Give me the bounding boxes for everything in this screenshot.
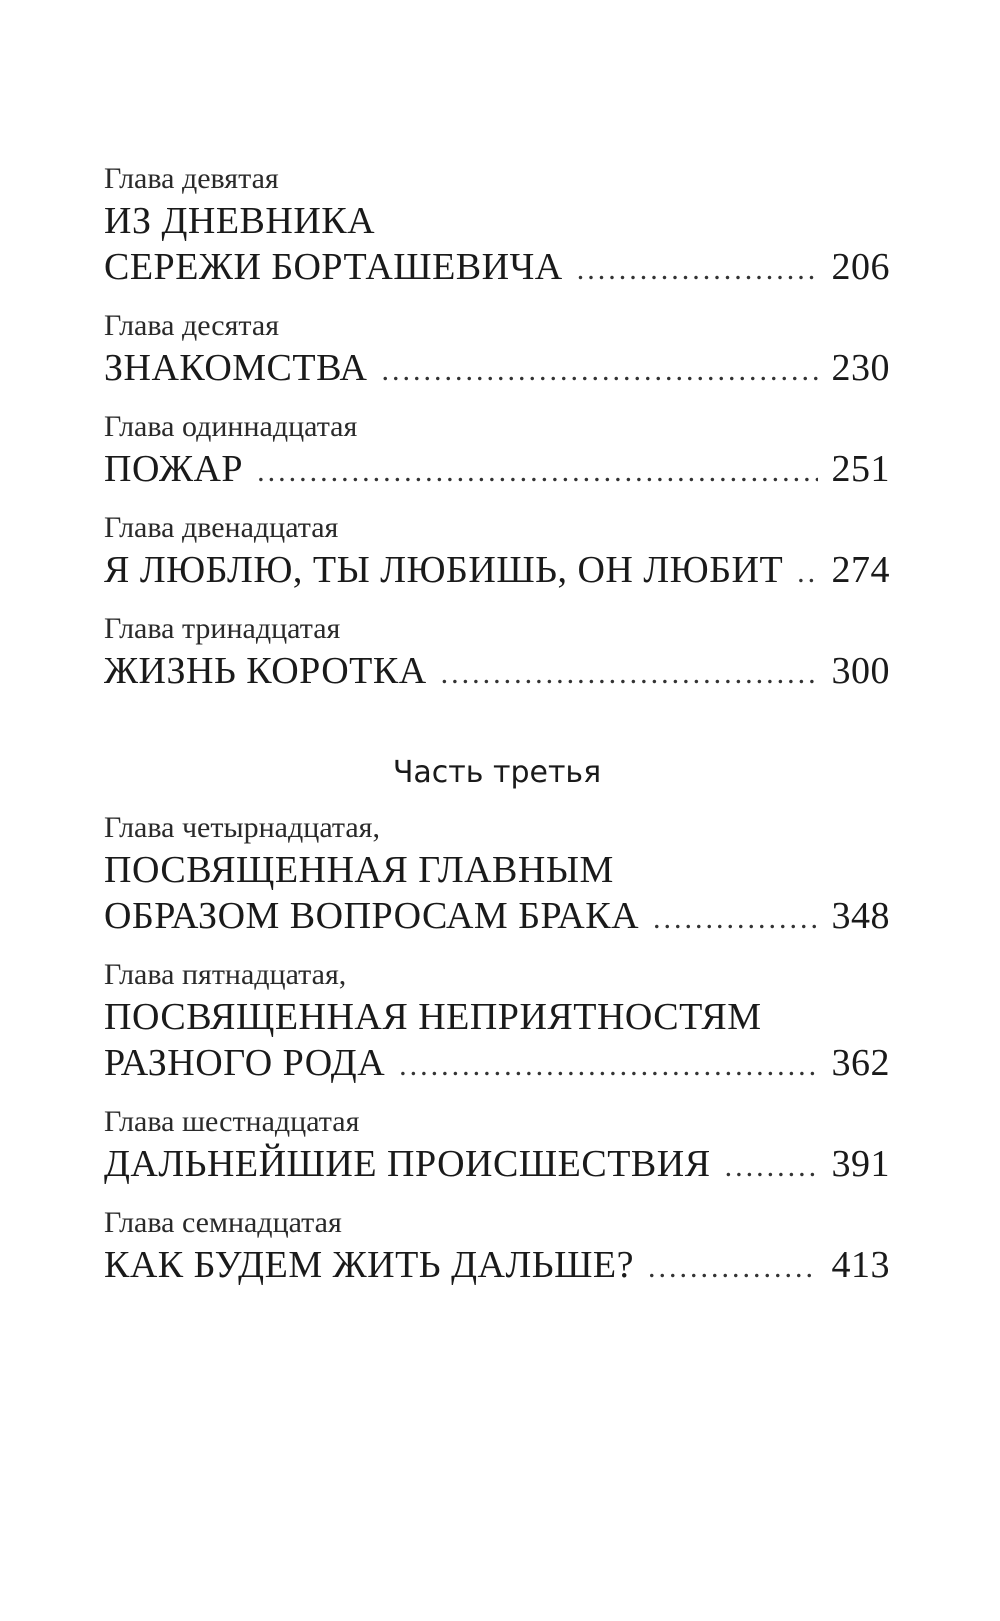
- page-number: 230: [831, 347, 890, 389]
- toc-entry[interactable]: [104, 307, 890, 394]
- toc-entry[interactable]: [104, 809, 890, 942]
- dot-leader: [653, 896, 817, 942]
- toc-entry[interactable]: [104, 1103, 890, 1190]
- toc-entry[interactable]: [104, 610, 890, 697]
- chapter-title-line: ПОСВЯЩЕННАЯ ГЛАВНЫМ: [104, 849, 614, 891]
- chapter-label: Глава шестнадцатая: [104, 1105, 360, 1138]
- toc-entry[interactable]: [104, 956, 890, 1089]
- chapter-label: Глава девятая: [104, 162, 279, 195]
- page-number: 391: [831, 1143, 890, 1185]
- dot-leader: [441, 651, 818, 697]
- dot-leader: [577, 247, 818, 293]
- page-number: 251: [831, 448, 890, 490]
- chapter-title-row: [104, 345, 890, 394]
- page-number: 362: [831, 1042, 890, 1084]
- chapter-title-line: ЗНАКОМСТВА: [104, 347, 368, 389]
- chapter-title-row: [104, 446, 890, 495]
- chapter-title-row: [104, 648, 890, 697]
- dot-leader: [382, 348, 818, 394]
- page-number: 274: [831, 549, 890, 591]
- table-of-contents: [104, 160, 890, 1305]
- part-heading: Часть третья: [392, 755, 602, 790]
- chapter-title-row: [104, 547, 890, 596]
- dot-leader: [399, 1043, 817, 1089]
- chapter-label: Глава четырнадцатая,: [104, 811, 380, 844]
- chapter-title-row: [104, 1141, 890, 1190]
- chapter-title-line: ИЗ ДНЕВНИКА: [104, 200, 376, 242]
- chapter-label: Глава двенадцатая: [104, 511, 339, 544]
- dot-leader: [725, 1144, 818, 1190]
- page-number: 413: [831, 1244, 890, 1286]
- toc-entry[interactable]: [104, 509, 890, 596]
- chapter-title-line: ЖИЗНЬ КОРОТКА: [104, 650, 427, 692]
- page-number: 300: [831, 650, 890, 692]
- toc-group-part-two: [104, 160, 890, 697]
- toc-entry[interactable]: [104, 160, 890, 293]
- chapter-title-line: СЕРЕЖИ БОРТАШЕВИЧА: [104, 246, 563, 288]
- page-number: 348: [831, 895, 890, 937]
- chapter-title-line: Я ЛЮБЛЮ, ТЫ ЛЮБИШЬ, ОН ЛЮБИТ: [104, 549, 784, 591]
- page-number: 206: [831, 246, 890, 288]
- chapter-title-line: РАЗНОГО РОДА: [104, 1042, 386, 1084]
- chapter-label: Глава пятнадцатая,: [104, 958, 347, 991]
- chapter-title-row: [104, 1242, 890, 1291]
- chapter-title-row: [104, 1040, 890, 1089]
- chapter-label: Глава одиннадцатая: [104, 410, 358, 443]
- dot-leader: [648, 1245, 818, 1291]
- toc-group-part-three: [104, 809, 890, 1291]
- chapter-label: Глава семнадцатая: [104, 1206, 342, 1239]
- toc-entry[interactable]: [104, 408, 890, 495]
- chapter-title-line: ДАЛЬНЕЙШИЕ ПРОИСШЕСТВИЯ: [104, 1143, 711, 1185]
- chapter-title-row: [104, 893, 890, 942]
- dot-leader: [797, 550, 817, 596]
- dot-leader: [257, 449, 817, 495]
- chapter-title-line: ПОСВЯЩЕННАЯ НЕПРИЯТНОСТЯМ: [104, 996, 762, 1038]
- chapter-title-line: ОБРАЗОМ ВОПРОСАМ БРАКА: [104, 895, 640, 937]
- chapter-title-line: КАК БУДЕМ ЖИТЬ ДАЛЬШЕ?: [104, 1244, 634, 1286]
- chapter-label: Глава тринадцатая: [104, 612, 341, 645]
- chapter-label: Глава десятая: [104, 309, 279, 342]
- chapter-title-row: [104, 244, 890, 293]
- chapter-title-line: ПОЖАР: [104, 448, 244, 490]
- toc-entry[interactable]: [104, 1204, 890, 1291]
